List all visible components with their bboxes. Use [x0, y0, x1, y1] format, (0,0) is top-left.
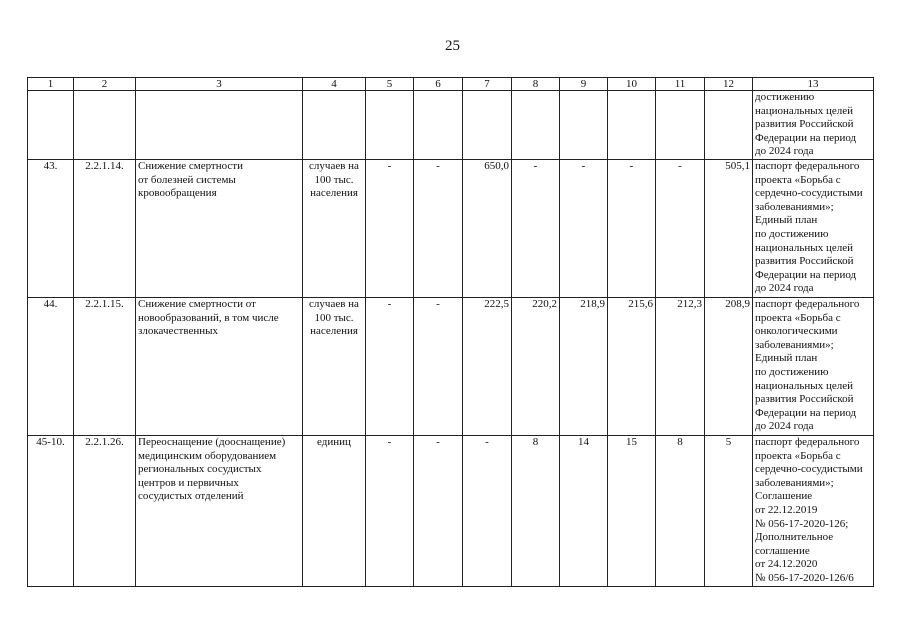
value-cell: 14 [560, 436, 608, 587]
value-cell: - [366, 160, 414, 298]
value-cell: - [512, 160, 560, 298]
table-row [28, 160, 874, 298]
column-header: 8 [512, 78, 560, 91]
column-header: 1 [28, 78, 74, 91]
value-cell: - [366, 436, 414, 587]
value-cell: - [608, 160, 656, 298]
indicator-code: 2.2.1.15. [74, 298, 136, 436]
row-number: 43. [28, 160, 74, 298]
unit-of-measure: случаев на 100 тыс. населения [303, 160, 366, 298]
column-header: 3 [136, 78, 303, 91]
source-document-cell: паспорт федерального проекта «Борьба с сердечно-сосудистыми заболеваниями»; Соглашение от 22.12.2019 № 056-17-2020-126; Дополнительное соглашение от 24.12.2020 № 056-17-2020-126/6 [753, 436, 874, 587]
column-header: 9 [560, 78, 608, 91]
value-cell: 218,9 [560, 298, 608, 436]
value-cell: 15 [608, 436, 656, 587]
indicator-name: Снижение смертности от болезней системы кровообращения [136, 160, 303, 298]
value-cell: 8 [656, 436, 705, 587]
value-cell: 220,2 [512, 298, 560, 436]
value-cell: 8 [512, 436, 560, 587]
table-header-row [28, 78, 874, 91]
value-cell: - [414, 298, 463, 436]
row-number: 44. [28, 298, 74, 436]
source-document-cell: паспорт федерального проекта «Борьба с онкологическими заболеваниями»; Единый план по достижению национальных целей развития Российской Федерации на период до 2024 года [753, 298, 874, 436]
column-header: 5 [366, 78, 414, 91]
value-cell: - [414, 436, 463, 587]
continuation-row [28, 91, 874, 160]
source-document-cell: достижению национальных целей развития Российской Федерации на период до 2024 года [753, 91, 874, 160]
column-header: 2 [74, 78, 136, 91]
column-header: 4 [303, 78, 366, 91]
indicator-code: 2.2.1.26. [74, 436, 136, 587]
column-header: 12 [705, 78, 753, 91]
unit-of-measure: случаев на 100 тыс. населения [303, 298, 366, 436]
indicator-name: Переоснащение (дооснащение) медицинским оборудованием региональных сосудистых центров и первичных сосудистых отделений [136, 436, 303, 587]
table-row [28, 436, 874, 587]
indicator-name: Снижение смертности от новообразований, в том числе злокачественных [136, 298, 303, 436]
value-cell: 5 [705, 436, 753, 587]
unit-of-measure: единиц [303, 436, 366, 587]
value-cell: 212,3 [656, 298, 705, 436]
value-cell: - [463, 436, 512, 587]
column-header: 7 [463, 78, 512, 91]
source-document-cell: паспорт федерального проекта «Борьба с сердечно-сосудистыми заболеваниями»; Единый план по достижению национальных целей развития Российской Федерации на период до 2024 года [753, 160, 874, 298]
value-cell: 215,6 [608, 298, 656, 436]
value-cell: 208,9 [705, 298, 753, 436]
column-header: 11 [656, 78, 705, 91]
value-cell: - [656, 160, 705, 298]
indicators-table [27, 77, 874, 587]
page-number: 25 [445, 38, 460, 54]
column-header: 13 [753, 78, 874, 91]
value-cell: 222,5 [463, 298, 512, 436]
row-number: 45-10. [28, 436, 74, 587]
column-header: 6 [414, 78, 463, 91]
indicator-code: 2.2.1.14. [74, 160, 136, 298]
value-cell: - [366, 298, 414, 436]
value-cell: - [560, 160, 608, 298]
value-cell: - [414, 160, 463, 298]
value-cell: 650,0 [463, 160, 512, 298]
column-header: 10 [608, 78, 656, 91]
table-row [28, 298, 874, 436]
value-cell: 505,1 [705, 160, 753, 298]
